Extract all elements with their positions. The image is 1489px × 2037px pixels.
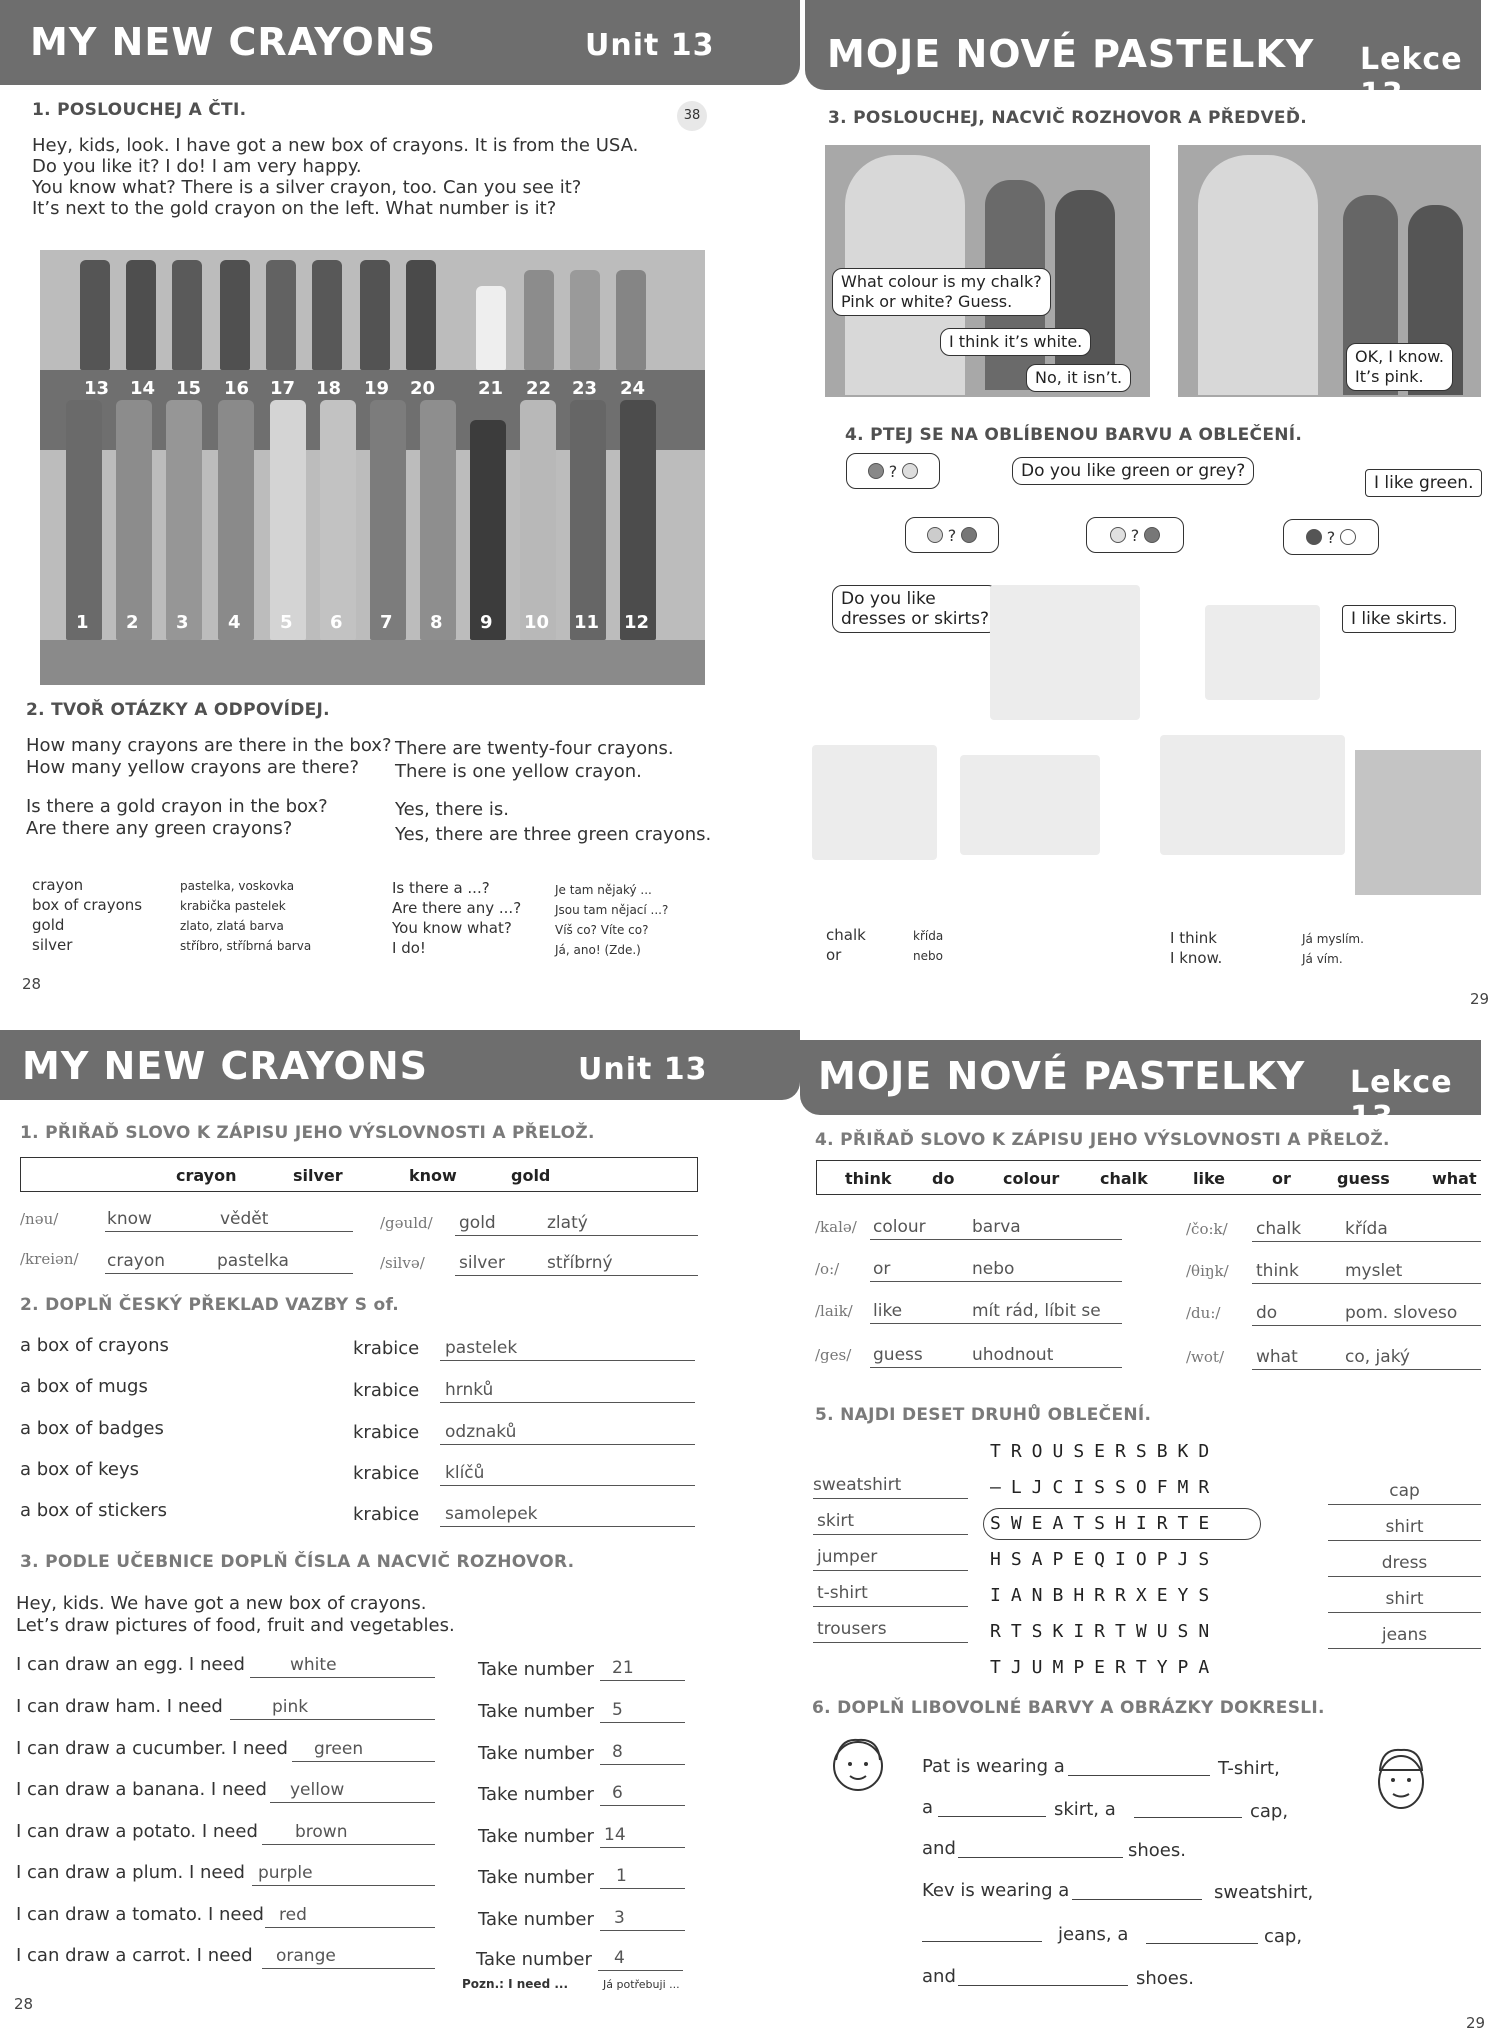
shirts-illustration [960,755,1100,855]
vocab-en: crayon box of crayons gold silver [32,876,143,954]
crayon-number: 7 [380,612,393,633]
sentence: Kev is wearing a [922,1880,1070,1901]
sentence: cap, [1264,1926,1303,1947]
exercise-heading: 4. PŘIŘAĎ SLOVO K ZÁPISU JEHO VÝSLOVNOSTI A PŘELOŽ. [815,1130,1390,1150]
page-number: 28 [22,975,42,993]
pronunciation: /kreiən/ [20,1250,79,1268]
answer-line[interactable]: yellow [270,1779,435,1803]
note-cz: Já potřebuji ... [603,1978,680,1991]
crayon-number: 15 [176,378,202,399]
answer-line[interactable]: orange [262,1945,435,1969]
answer-line[interactable]: or nebo [870,1256,1122,1282]
page-number: 28 [14,1995,34,2013]
exercise-heading: 2. TVOŘ OTÁZKY A ODPOVÍDEJ. [26,700,330,720]
pronunciation: /kalə/ [815,1218,857,1236]
crayon-number: 13 [84,378,110,399]
blank-line[interactable] [958,1856,1123,1858]
answer-line[interactable]: 3 [600,1907,685,1931]
answer-line[interactable]: like mít rád, líbit se [870,1298,1122,1324]
phrase: a box of mugs [20,1376,148,1397]
dialogue-intro: Hey, kids. We have got a new box of crayons. [16,1593,427,1614]
speech-bubble: Do you like green or grey? [1012,457,1254,485]
phrase-cz: krabice [353,1463,420,1484]
vocab-cz: křída nebo [913,929,944,963]
story-line: Hey, kids, look. I have got a new box of crayons. It is from the USA. [32,135,639,156]
phrase: a box of badges [20,1418,164,1439]
sentence: a [922,1797,934,1818]
answer-line[interactable]: 4 [598,1947,683,1971]
answer-line[interactable]: white [250,1654,435,1678]
phrase: a box of crayons [20,1335,169,1356]
pronunciation: /nəu/ [20,1210,59,1228]
colour-choice-pill: ? [846,453,940,489]
answer-line[interactable]: gold zlatý [455,1210,698,1236]
take-number-label: Take number [478,1784,594,1805]
crayon-number: 12 [624,612,650,633]
pronunciation: /θiŋk/ [1186,1262,1229,1280]
title-band [0,1030,800,1100]
crayon-number: 1 [76,612,89,633]
blank-line[interactable] [1146,1942,1258,1944]
phrases-en: I think I know. [1170,929,1223,967]
crayon-box-photo [40,250,705,685]
answer-line[interactable]: klíčů [440,1460,695,1486]
take-number-label: Take number [478,1701,594,1722]
answer-line[interactable]: brown [262,1821,435,1845]
crayon-number: 19 [364,378,390,399]
crayon-number: 4 [228,612,241,633]
sentence: jeans, a [1058,1924,1129,1945]
question: How many crayons are there in the box? [26,735,392,756]
sentence: shoes. [1136,1968,1194,1989]
pronunciation: /wot/ [1186,1348,1225,1366]
answer: There are twenty-four crayons. [395,738,674,759]
socks-photo [1355,750,1481,895]
pronunciation: /ges/ [815,1346,852,1364]
answer-line[interactable]: samolepek [440,1501,695,1527]
answer-line[interactable]: green [292,1738,435,1762]
answer-line[interactable]: chalk křída [1252,1216,1481,1242]
exercise-heading: 3. POSLOUCHEJ, NACVIČ ROZHOVOR A PŘEDVEĎ. [828,108,1307,128]
blank-line[interactable] [958,1984,1128,1986]
answer-line[interactable]: do pom. sloveso [1252,1300,1481,1326]
note: Pozn.: I need ... [462,1977,569,1991]
sentence: I can draw ham. I need [16,1696,223,1717]
answer-line[interactable]: hrnků [440,1377,695,1403]
sentence: I can draw a banana. I need [16,1779,267,1800]
take-number-label: Take number [478,1743,594,1764]
speech-bubble: What colour is my chalk? Pink or white? Guess. [832,268,1051,316]
blank-line[interactable] [1072,1898,1202,1900]
answer-line[interactable]: think myslet [1252,1258,1481,1284]
answer: There is one yellow crayon. [395,761,642,782]
crayon-number: 8 [430,612,443,633]
found-word-line[interactable]: jeans [1328,1625,1481,1649]
found-word-line[interactable]: skirt [813,1511,968,1535]
exercise-heading: 6. DOPLŇ LIBOVOLNÉ BARVY A OBRÁZKY DOKRESLI. [812,1698,1325,1718]
answer: Yes, there is. [395,799,509,820]
answer-line[interactable]: 1 [600,1865,685,1889]
answer-line[interactable]: know vědět [105,1206,353,1232]
crayon-number: 17 [270,378,296,399]
page-number: 29 [1466,2014,1486,2032]
speech-bubble: I think it’s white. [940,328,1091,356]
answer-line[interactable]: silver stříbrný [455,1250,698,1276]
crayon-number: 21 [478,378,504,399]
phrase: a box of keys [20,1459,139,1480]
answer-line[interactable]: red [265,1904,435,1928]
jumpers-illustration [1160,735,1345,855]
kev-face-icon [1370,1742,1432,1812]
title-band [800,1040,1481,1135]
sentence: shoes. [1128,1840,1186,1861]
colour-choice-pill: ? [1086,517,1184,553]
pronunciation: /du:/ [1186,1304,1221,1322]
crayon-number: 5 [280,612,293,633]
title-band [0,0,800,85]
found-word-line[interactable]: shirt [1328,1589,1481,1613]
answer-line[interactable]: colour barva [870,1214,1122,1240]
page-title: MY NEW CRAYONS [30,20,437,64]
sentence: I can draw an egg. I need [16,1654,245,1675]
answer-line[interactable]: 5 [600,1699,685,1723]
page-title: MY NEW CRAYONS [22,1044,429,1088]
sentence: I can draw a plum. I need [16,1862,245,1883]
colour-choice-pill: ? [905,517,999,553]
phrase-cz: krabice [353,1380,420,1401]
unit-label: Lekce 13 [1350,1065,1453,1135]
pronunciation: /gəuld/ [380,1214,433,1232]
sentence: I can draw a potato. I need [16,1821,258,1842]
answer-line[interactable]: pink [230,1696,435,1720]
sentence: I can draw a carrot. I need [16,1945,253,1966]
answer-line[interactable]: 8 [600,1741,685,1765]
question: How many yellow crayons are there? [26,757,360,778]
answer-line[interactable]: crayon pastelka [105,1248,353,1274]
dresses-illustration [990,585,1140,720]
question: Are there any green crayons? [26,818,293,839]
blank-line[interactable] [922,1940,1042,1942]
speech-bubble: I like green. [1365,469,1482,497]
phrase-cz: krabice [353,1422,420,1443]
found-word-line[interactable]: t-shirt [813,1583,968,1607]
answer-line[interactable]: 21 [600,1657,685,1681]
pat-face-icon [828,1730,888,1798]
crayon-number: 10 [524,612,550,633]
crayon-number: 22 [526,378,552,399]
found-word-line[interactable]: cap [1328,1481,1481,1505]
answer-line[interactable]: 6 [600,1782,685,1806]
phrase-cz: krabice [353,1338,420,1359]
exercise-heading: 3. PODLE UČEBNICE DOPLŇ ČÍSLA A NACVIČ ROZHOVOR. [20,1552,575,1572]
sentence: cap, [1250,1801,1289,1822]
exercise-heading: 1. PŘIŘAĎ SLOVO K ZÁPISU JEHO VÝSLOVNOSTI A PŘELOŽ. [20,1123,595,1143]
speech-bubble: OK, I know. It’s pink. [1346,343,1453,391]
crayon-number: 23 [572,378,598,399]
crayon-number: 11 [574,612,600,633]
page-number: 29 [1470,990,1489,1008]
exercise-heading: 2. DOPLŇ ČESKÝ PŘEKLAD VAZBY S of. [20,1295,400,1315]
track-badge: 38 [677,101,707,131]
speech-bubble: No, it isn’t. [1026,364,1131,392]
exercise-heading: 4. PTEJ SE NA OBLÍBENOU BARVU A OBLEČENÍ. [845,425,1303,445]
vocab-cz: pastelka, voskovka krabička pastelek zlato, zlatá barva stříbro, stříbrná barva [180,879,312,953]
answer-line[interactable]: pastelek [440,1335,695,1361]
unit-label: Unit 13 [585,28,715,63]
exercise-heading: 5. NAJDI DESET DRUHŮ OBLEČENÍ. [815,1405,1152,1425]
word-box: crayon silver know gold [20,1157,698,1192]
found-word-line[interactable]: jumper [813,1547,968,1571]
question: Is there a gold crayon in the box? [26,796,328,817]
page-title: MOJE NOVÉ PASTELKY [827,32,1315,76]
found-word-line[interactable]: trousers [813,1619,968,1643]
sentence: and [922,1838,956,1859]
crayon-number: 14 [130,378,156,399]
blank-line[interactable] [938,1815,1046,1817]
sentence: Pat is wearing a [922,1756,1065,1777]
title-band [805,0,1481,112]
story-line: It’s next to the gold crayon on the left. What number is it? [32,198,557,219]
answer-line[interactable]: guess uhodnout [870,1342,1122,1368]
phrase-cz: krabice [353,1504,420,1525]
crayon-number: 9 [480,612,493,633]
page-title: MOJE NOVÉ PASTELKY [818,1054,1306,1098]
crayon-number: 2 [126,612,139,633]
found-word-line[interactable]: shirt [1328,1517,1481,1541]
sentence: and [922,1966,956,1987]
answer-line[interactable]: odznaků [440,1419,695,1445]
pronunciation: /o:/ [815,1260,840,1278]
sentence: T-shirt, [1218,1758,1280,1779]
take-number-label: Take number [478,1659,594,1680]
crayon-number: 16 [224,378,250,399]
phrases-cz: Já myslím. Já vím. [1302,932,1364,966]
sentence: sweatshirt, [1214,1882,1314,1903]
pronunciation: /laik/ [815,1302,853,1320]
take-number-label: Take number [478,1826,594,1847]
colour-choice-pill: ? [1283,519,1379,555]
crayon-number: 18 [316,378,342,399]
speech-bubble: I like skirts. [1342,605,1456,633]
take-number-label: Take number [478,1909,594,1930]
dialogue-intro: Let’s draw pictures of food, fruit and vegetables. [16,1615,455,1636]
answer-line[interactable]: what co, jaký [1252,1344,1481,1370]
take-number-label: Take number [478,1867,594,1888]
sentence: skirt, a [1054,1799,1116,1820]
word-box: think do colour chalk like or guess what [816,1160,1481,1195]
phrase: a box of stickers [20,1500,168,1521]
answer-line[interactable]: purple [252,1862,435,1886]
found-word-line[interactable]: dress [1328,1553,1481,1577]
skirts-illustration [1205,605,1320,700]
crayon-number: 24 [620,378,646,399]
answer-line[interactable]: 14 [600,1824,685,1848]
vocab-en: chalk or [826,926,866,964]
crayon-number: 20 [410,378,436,399]
blank-line[interactable] [1068,1774,1210,1776]
exercise-heading: 1. POSLOUCHEJ A ČTI. [32,100,247,120]
speech-bubble: Do you like dresses or skirts? [832,585,998,633]
phrases-en: Is there a ...? Are there any ...? You know what? I do! [392,879,522,957]
take-number-label: Take number [476,1949,592,1970]
crayon-number: 6 [330,612,343,633]
trousers-illustration [812,745,937,860]
sentence: I can draw a tomato. I need [16,1904,264,1925]
pronunciation: /čo:k/ [1186,1220,1228,1238]
story-line: You know what? There is a silver crayon, too. Can you see it? [32,177,582,198]
sentence: I can draw a cucumber. I need [16,1738,288,1759]
unit-label: Unit 13 [578,1052,708,1087]
found-word-line[interactable]: sweatshirt [813,1475,968,1499]
crayon-number: 3 [176,612,189,633]
story-line: Do you like it? I do! I am very happy. [32,156,362,177]
unit-label: Lekce 13 [1360,42,1463,112]
blank-line[interactable] [1134,1816,1242,1818]
pronunciation: /silvə/ [380,1254,425,1272]
phrases-cz: Je tam nějaký ... Jsou tam nějací ...? Víš co? Víte co? Já, ano! (Zde.) [555,883,669,957]
found-word-circle [983,1508,1261,1540]
answer: Yes, there are three green crayons. [395,824,712,845]
